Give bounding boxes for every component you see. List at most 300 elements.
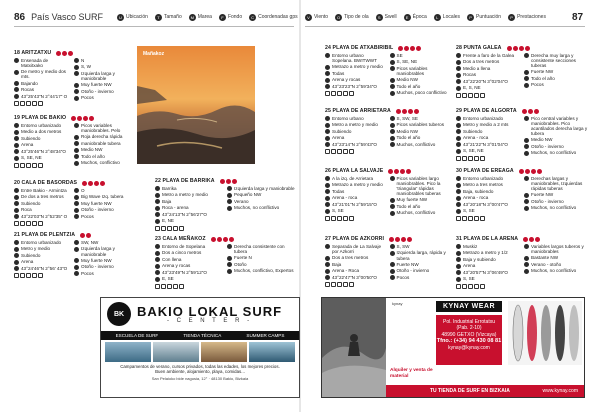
spot-services [325, 91, 386, 96]
rating-dot-icon [528, 109, 533, 114]
spot-detail-row [390, 275, 451, 280]
bakio-ad-text: Campamentos de verano, cursos privados, todas las edades, los mejores precios. [120, 364, 280, 369]
rating-dot-icon [226, 179, 231, 184]
spot-details-left [456, 116, 520, 161]
detail-text: Baja [162, 198, 172, 204]
photo-image [137, 46, 255, 164]
spot-detail-row [155, 263, 223, 268]
service-icon [456, 284, 461, 289]
rating-dot-icon [211, 237, 216, 242]
detail-badge-icon [74, 265, 79, 270]
detail-badge-icon [456, 189, 461, 194]
spot-rating [522, 109, 539, 114]
spot-detail-row [390, 204, 451, 209]
detail-badge-icon [74, 148, 79, 153]
detail-badge-icon [74, 195, 79, 200]
service-icon [32, 273, 37, 278]
spot-detail-row [155, 212, 223, 217]
detail-badge-icon [74, 271, 79, 276]
detail-badge-icon [325, 256, 330, 261]
detail-badge-icon [74, 208, 79, 213]
service-icon [462, 216, 467, 221]
left-legend-item [249, 14, 297, 21]
rating-dot-icon [529, 237, 534, 242]
rating-dot-icon [525, 169, 530, 174]
detail-text: Entorno urbanizado [21, 123, 62, 128]
spot-detail-row [390, 268, 451, 273]
detail-badge-icon [456, 196, 461, 201]
detail-badge-icon [456, 86, 461, 91]
spot-detail-row [524, 82, 588, 87]
detail-badge-icon [74, 71, 79, 76]
spot-detail-row [325, 195, 386, 200]
bakio-ad-footer: San Pelaioko bide nagusia, 12° · 48130 Bakio, Bizkaia [151, 375, 249, 381]
detail-text: Todas [332, 188, 345, 194]
bakio-service-school: ESCUELA DE SURF [115, 333, 159, 338]
spot-details [14, 240, 130, 278]
spot-detail-row [390, 77, 451, 82]
rating-dot-icon [519, 169, 524, 174]
detail-text: E, NE [162, 218, 174, 224]
detail-badge-icon [325, 209, 330, 214]
detail-badge-icon [74, 247, 79, 252]
spot-title-text: 28 PUNTA GALEA [456, 45, 502, 51]
right-legend-item [376, 14, 397, 21]
detail-badge-icon [390, 91, 395, 96]
detail-text: Fuerte NW [531, 69, 554, 75]
spot-services [155, 226, 223, 231]
service-icon [343, 91, 348, 96]
detail-text: Bajando [21, 80, 38, 86]
spot-details-right [227, 186, 295, 231]
detail-text: Separada de La Salvaje por Azkorri [332, 244, 382, 255]
detail-text: maniobrable tubera [81, 140, 121, 146]
spot-details-left [456, 244, 520, 289]
detail-badge-icon [227, 199, 232, 204]
spot-details-right [524, 176, 588, 221]
detail-badge-icon [456, 277, 461, 282]
detail-badge-icon [14, 240, 19, 245]
spot-detail-row [325, 275, 386, 280]
detail-text: Fuerte NW [396, 261, 419, 267]
detail-badge-icon [74, 201, 79, 206]
detail-text: Medio NW [81, 147, 103, 153]
detail-text: Fuerte NW [531, 192, 554, 198]
detail-text: Subiendo [463, 128, 483, 134]
spot-rating [389, 237, 412, 242]
spot-details-left [14, 240, 70, 278]
spot-details-right [390, 116, 451, 154]
detail-badge-icon [325, 116, 330, 121]
kynay-wear-ad[interactable] [321, 297, 585, 398]
rating-dot-icon [525, 46, 530, 51]
spot-services [456, 216, 520, 221]
spot-detail-row [325, 208, 386, 213]
spot-title-text: 24 PLAYA DE ATXABIRIBIL [325, 45, 394, 51]
spot-rating [398, 46, 421, 51]
spot-details-right [74, 240, 130, 278]
spot-detail-row [155, 276, 223, 281]
detail-badge-icon [390, 142, 395, 147]
detail-text: Arena - roca [463, 195, 489, 201]
kynay-left-text: Alquiler y venta de material [390, 368, 433, 379]
left-page-number: 86 [14, 11, 26, 23]
detail-text: Arena y rocas [162, 263, 191, 269]
spot-detail-row [390, 135, 451, 140]
detail-text: Rocas [463, 72, 477, 78]
spot-services [456, 93, 520, 98]
detail-badge-icon [227, 256, 232, 261]
legend-label: Marea [197, 14, 212, 20]
legend-badge-icon: S [376, 14, 383, 21]
spot-services [14, 221, 70, 226]
spot-details [325, 116, 450, 154]
detail-badge-icon [325, 129, 330, 134]
service-icon [349, 216, 354, 221]
spot-detail-row [74, 258, 130, 263]
service-icon [462, 156, 467, 161]
spot-detail-row [14, 87, 70, 92]
detail-text: Picos variables tuberos [396, 122, 444, 128]
spot-rating [82, 181, 105, 186]
spot-detail-row [227, 199, 295, 204]
spot-detail-row [325, 53, 386, 63]
spot-detail-row [325, 262, 386, 267]
rating-dot-icon [220, 179, 225, 184]
service-icon [20, 101, 25, 106]
right-page-number-wrap [572, 9, 583, 25]
service-icon [26, 273, 31, 278]
detail-badge-icon [74, 96, 79, 101]
spot-detail-row [524, 69, 588, 74]
spot-detail-row [155, 205, 223, 210]
bakio-ad-services-bar [101, 331, 299, 340]
detail-badge-icon [524, 151, 529, 156]
detail-badge-icon [14, 195, 19, 200]
spot-rating [396, 109, 419, 114]
detail-badge-icon [456, 264, 461, 269]
spot-algorta [456, 108, 588, 161]
left-legend-item [117, 14, 148, 21]
service-icon [20, 221, 25, 226]
spot-title [325, 236, 450, 242]
spot-detail-row [456, 79, 520, 84]
kynay-phone[interactable]: Tfno.: (+34) 94 430 08 81 [436, 337, 502, 344]
bakio-photo-1 [105, 342, 151, 362]
spot-detail-row [74, 154, 130, 159]
spot-title [456, 45, 588, 51]
detail-text: Medio a llena [463, 65, 491, 71]
detail-text: Baja y subiendo [463, 256, 496, 262]
detail-badge-icon [74, 58, 79, 63]
spot-details [456, 176, 588, 221]
service-icon [474, 284, 479, 289]
detail-text: Muchos, no conflictivo [531, 205, 577, 211]
spot-title-text: 18 ARITZATXU [14, 50, 52, 56]
service-icon [161, 284, 166, 289]
service-icon [331, 282, 336, 287]
detail-text: S, SE, NE [396, 59, 418, 65]
detail-text: Muy fuerte NW [81, 257, 112, 263]
spot-title [14, 232, 130, 238]
legend-badge-icon: M [190, 14, 194, 20]
spot-title-text: 30 PLAYA DE EREAGA [456, 168, 514, 174]
detail-text: Dos a tres metros [332, 255, 369, 261]
detail-text: S, W [81, 64, 91, 70]
detail-text: Metro a metro y medio [162, 192, 208, 198]
spot-detail-row [74, 141, 130, 146]
detail-text: Verano - otoño [531, 261, 562, 267]
service-icon [468, 93, 473, 98]
spot-details [325, 244, 450, 287]
service-icon [343, 216, 348, 221]
spot-detail-row [390, 244, 451, 249]
spot-plentzia [14, 232, 130, 278]
detail-text: 43°24'13"N 2°56'27"O [162, 211, 207, 217]
spot-rating [519, 169, 542, 174]
service-icon [349, 282, 354, 287]
detail-text: Subiendo [21, 200, 41, 206]
spot-detail-row [325, 122, 386, 127]
detail-badge-icon [155, 219, 160, 224]
kynay-surfer-image [322, 298, 386, 398]
detail-badge-icon [14, 70, 19, 75]
detail-badge-icon [390, 136, 395, 141]
detail-badge-icon [390, 123, 395, 128]
spot-detail-row [14, 259, 70, 264]
spot-detail-row [74, 188, 130, 193]
spot-detail-row [14, 94, 70, 99]
service-icon [173, 284, 178, 289]
rating-dot-icon [398, 46, 403, 51]
spot-details-right [390, 244, 451, 287]
detail-badge-icon [390, 66, 395, 71]
detail-badge-icon [155, 212, 160, 217]
rating-dot-icon [94, 181, 99, 186]
service-icon [337, 91, 342, 96]
service-icon [38, 221, 43, 226]
spot-detail-row [390, 122, 451, 127]
spot-detail-row [390, 176, 451, 196]
service-icon [167, 284, 172, 289]
spot-details-left [325, 53, 386, 96]
detail-text: Muchos, conflictivo [396, 141, 436, 147]
detail-text: 43°21'01"N 2°59'15"O [332, 201, 377, 207]
detail-text: Metro y medio a 2 mts [463, 122, 509, 128]
detail-badge-icon [325, 71, 330, 76]
spot-title [155, 236, 295, 242]
spot-details-right [524, 244, 588, 289]
spot-detail-row [74, 264, 130, 269]
detail-badge-icon [155, 251, 160, 256]
spot-details [14, 58, 130, 106]
spot-detail-row [14, 188, 70, 193]
legend-badge-icon: P [508, 14, 515, 21]
spot-detail-row [74, 134, 130, 139]
spot-rating [507, 46, 530, 51]
detail-text: Pico central variables y maniobrables. Pico acantilados derecha larga y tubera [531, 116, 588, 137]
spot-detail-row [456, 135, 520, 140]
rating-dot-icon [217, 237, 222, 242]
service-icon [331, 149, 336, 154]
kynay-surfer-photo [322, 298, 386, 397]
detail-text: 43°23'49"N 2°59'12"O [162, 269, 207, 275]
spot-detail-row [74, 271, 130, 276]
detail-text: Variables largos tuberos y maniobrables [531, 244, 584, 255]
bakio-logo: BK [107, 302, 131, 326]
spot-detail-row [524, 53, 588, 68]
kynay-ad-name: KYNAY WEAR [436, 301, 502, 312]
service-icon [14, 273, 19, 278]
detail-badge-icon [456, 251, 461, 256]
spot-detail-row [456, 189, 520, 194]
detail-badge-icon [325, 84, 330, 89]
detail-text: Metrazo a metro y 1/2 [463, 250, 508, 256]
detail-text: O [81, 188, 85, 193]
detail-text: Todo el año [396, 83, 421, 89]
service-icon [26, 101, 31, 106]
detail-badge-icon [14, 208, 19, 213]
spot-details [14, 123, 130, 168]
service-icon [480, 156, 485, 161]
detail-badge-icon [227, 193, 232, 198]
detail-badge-icon [325, 275, 330, 280]
detail-text: Dos a tres metros [463, 59, 500, 65]
detail-badge-icon [456, 66, 461, 71]
detail-text: Picos variables maniobrables. Pelo [81, 123, 121, 134]
detail-badge-icon [390, 78, 395, 83]
detail-text: Izquierda larga y maniobrable [81, 246, 115, 257]
detail-text: Subiendo [332, 128, 352, 134]
spot-detail-row [74, 147, 130, 152]
spot-atxabiribil [325, 45, 450, 96]
spot-barrika [155, 178, 295, 231]
detail-text: Derecha muy larga y consistente secciones tuberas [531, 53, 576, 69]
rating-dot-icon [68, 51, 73, 56]
detail-badge-icon [524, 70, 529, 75]
service-icon [167, 226, 172, 231]
spot-detail-row [14, 58, 70, 68]
service-icon [474, 93, 479, 98]
detail-badge-icon [390, 262, 395, 267]
rating-dot-icon [77, 116, 82, 121]
spot-ereaga [456, 168, 588, 221]
legend-label: Fondo [227, 14, 243, 20]
legend-left [117, 14, 298, 21]
bakio-service-shop: TIENDA TÉCNICA [183, 333, 222, 338]
magazine-brand: País Vasco SURF [31, 12, 103, 22]
service-icon [462, 93, 467, 98]
detail-text: Metro a tres metros [463, 182, 503, 188]
detail-text: Baja, subiendo [463, 188, 494, 194]
spot-detail-row [390, 250, 451, 260]
detail-text: Subiendo [21, 252, 41, 258]
service-icon [468, 284, 473, 289]
detail-badge-icon [14, 149, 19, 154]
service-icon [349, 91, 354, 96]
service-icon [474, 156, 479, 161]
bakio-service-camps: SUMMER CAMPS [246, 333, 285, 338]
detail-text: Barrika [162, 186, 177, 191]
detail-badge-icon [227, 206, 232, 211]
detail-text: Entorno urbanizado [21, 240, 62, 245]
service-icon [14, 221, 19, 226]
kynay-address-2: (Pab. 2-10) [456, 325, 482, 332]
spot-detail-row [74, 71, 130, 81]
service-icon [38, 163, 43, 168]
rating-dot-icon [523, 237, 528, 242]
rating-dot-icon [406, 169, 411, 174]
detail-badge-icon [524, 144, 529, 149]
detail-text: Frente a faro de la Galea [463, 53, 515, 58]
detail-text: Roja derecha rápida [81, 134, 123, 140]
rating-dot-icon [86, 233, 91, 238]
spot-details-left [155, 186, 223, 231]
spot-detail-row [524, 199, 588, 204]
detail-text: S, SW, SE [396, 116, 418, 121]
detail-text: A la izq. de Arrietara [332, 176, 374, 181]
kynay-small-brand: kynay [392, 301, 403, 306]
kynay-url[interactable]: www.kynay.com [542, 388, 578, 394]
detail-badge-icon [227, 262, 232, 267]
spot-detail-row [14, 240, 70, 245]
rating-dot-icon [89, 116, 94, 121]
spot-detail-row [524, 76, 588, 81]
detail-text: Todo el año [396, 203, 421, 209]
service-icon [325, 216, 330, 221]
detail-badge-icon [325, 123, 330, 128]
spot-details-left [155, 244, 223, 289]
spot-detail-row [524, 144, 588, 149]
spot-detail-row [456, 263, 520, 268]
rating-dot-icon [404, 46, 409, 51]
rating-dot-icon [513, 46, 518, 51]
right-legend-item [467, 14, 501, 21]
service-icon [32, 221, 37, 226]
rating-dot-icon [401, 237, 406, 242]
kynay-email[interactable]: kynay@kynay.com [448, 344, 490, 351]
spot-detail-row [325, 182, 386, 187]
spot-detail-row [74, 214, 130, 219]
service-icon [480, 216, 485, 221]
rating-dot-icon [223, 237, 228, 242]
spot-details-right [524, 116, 588, 161]
spot-detail-row [456, 208, 520, 213]
spot-detail-row [390, 210, 451, 215]
detail-badge-icon [456, 129, 461, 134]
detail-badge-icon [14, 253, 19, 258]
right-page-number: 87 [572, 11, 584, 23]
detail-badge-icon [14, 58, 19, 63]
spot-detail-row [14, 69, 70, 79]
rating-dot-icon [408, 109, 413, 114]
detail-text: SW, NW [81, 240, 99, 245]
detail-text: Metrazo a metro y medio [332, 64, 383, 70]
bakio-lokal-surf-ad[interactable] [100, 297, 300, 398]
spot-detail-row [14, 142, 70, 147]
detail-badge-icon [14, 188, 19, 193]
detail-text: De metro y medio dos mts. [21, 69, 66, 80]
kynay-slogan-bar [386, 385, 584, 397]
rating-dot-icon [388, 169, 393, 174]
spot-detail-row [14, 207, 70, 212]
bakio-photo-2 [153, 342, 199, 362]
legend-right [305, 14, 546, 21]
detail-text: Medio a dos metros [21, 129, 62, 135]
spot-detail-row [456, 142, 520, 147]
detail-text: Derecha consistente con tubera [234, 244, 285, 255]
spot-title-text: 31 PLAYA DE LA ARENA [456, 236, 519, 242]
